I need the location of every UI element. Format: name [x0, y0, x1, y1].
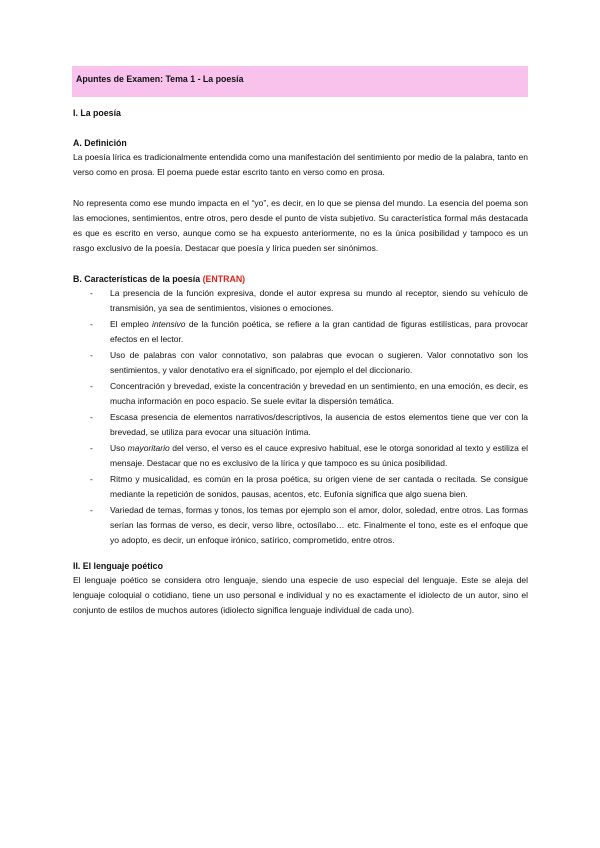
poetic-language-paragraph: El lenguaje poético se considera otro lenguaje, siendo una especie de uso especial del lenguaje. Este se aleja del lenguaje coloquial o cotidiano, tiene un uso personal e individual y no es exactamente el idiolecto de un autor, sino el conjunto de estilos de muchos autores (idiolecto significa lenguaje individual de cada uno).: [73, 575, 528, 615]
entran-tag: (ENTRAN): [202, 274, 246, 284]
section-1-heading: I. La poesía: [73, 108, 121, 118]
list-item: - Uso mayoritario del verso, el verso es el cauce expresivo habitual, ese le otorga sonoridad al texto y estiliza el mensaje. Destacar que no es exclusivo de la lírica y que tampoco es su única posibilidad.: [90, 443, 528, 468]
document-title: Apuntes de Examen: Tema 1 - La poesía: [76, 74, 244, 84]
section-2-heading: II. El lenguaje poético: [73, 561, 163, 571]
document-body: [73, 106, 528, 618]
list-item: - Variedad de temas, formas y tonos, los temas por ejemplo son el amor, dolor, soledad, entre otros. Las formas serían las formas de verso, es decir, verso libre, octosílabo… etc. Finalmente el tono, este es el enfoque que yo adopto, es decir, un enfoque irónico, satírico, comprometido, entre otros.: [90, 505, 528, 545]
definition-paragraph-1: La poesía lírica es tradicionalmente entendida como una manifestación del sentimiento por medio de la palabra, tanto en verso como en prosa. El poema puede estar escrito tanto en verso como en prosa.: [73, 152, 528, 177]
section-b-heading: [73, 272, 528, 286]
section-a-heading: A. Definición: [73, 138, 127, 148]
characteristics-list: [73, 286, 528, 548]
list-item: - El empleo intensivo de la función poética, se refiere a la gran cantidad de figuras estilísticas, para provocar efectos en el lector.: [90, 319, 528, 344]
definition-paragraph-2: No representa como ese mundo impacta en el “yo”, es decir, en lo que se piensa del mundo. La esencia del poema son las emociones, sentimientos, entre otros, pero desde el punto de vista subjetivo. Su característica formal más destacada es que es escrito en verso, aunque como se ha expuesto anteriormente, no es la única posibilidad y tampoco es un rasgo exclusivo de la poesía. Destacar que poesía y lírica pueden ser sinónimos.: [73, 198, 528, 253]
title-banner: [72, 66, 528, 97]
list-item: - Uso de palabras con valor connotativo, son palabras que evocan o sugieren. Valor connotativo son los sentimientos, y valor denotativo era el significado, por ejemplo el del diccionario.: [90, 350, 528, 375]
section-b-heading-text: B. Características de la poesía: [73, 274, 201, 284]
list-item: - Escasa presencia de elementos narrativos/descriptivos, la ausencia de estos elementos tiene que ver con la brevedad, se utiliza para evocar una situación íntima.: [90, 412, 528, 437]
list-item: - Concentración y brevedad, existe la concentración y brevedad en un sentimiento, en una emoción, es decir, es mucha información en poco espacio. Se suele evitar la dispersión temática.: [90, 381, 528, 406]
list-item: - Ritmo y musicalidad, es común en la prosa poética, su origen viene de ser cantada o recitada. Se consigue mediante la repetición de sonidos, pausas, acentos, etc. Eufonía significa que algo suena bien.: [90, 474, 528, 499]
list-item: - La presencia de la función expresiva, donde el autor expresa su mundo al receptor, siendo su vehículo de transmisión, ya sea de sentimientos, visiones o emociones.: [90, 288, 528, 313]
